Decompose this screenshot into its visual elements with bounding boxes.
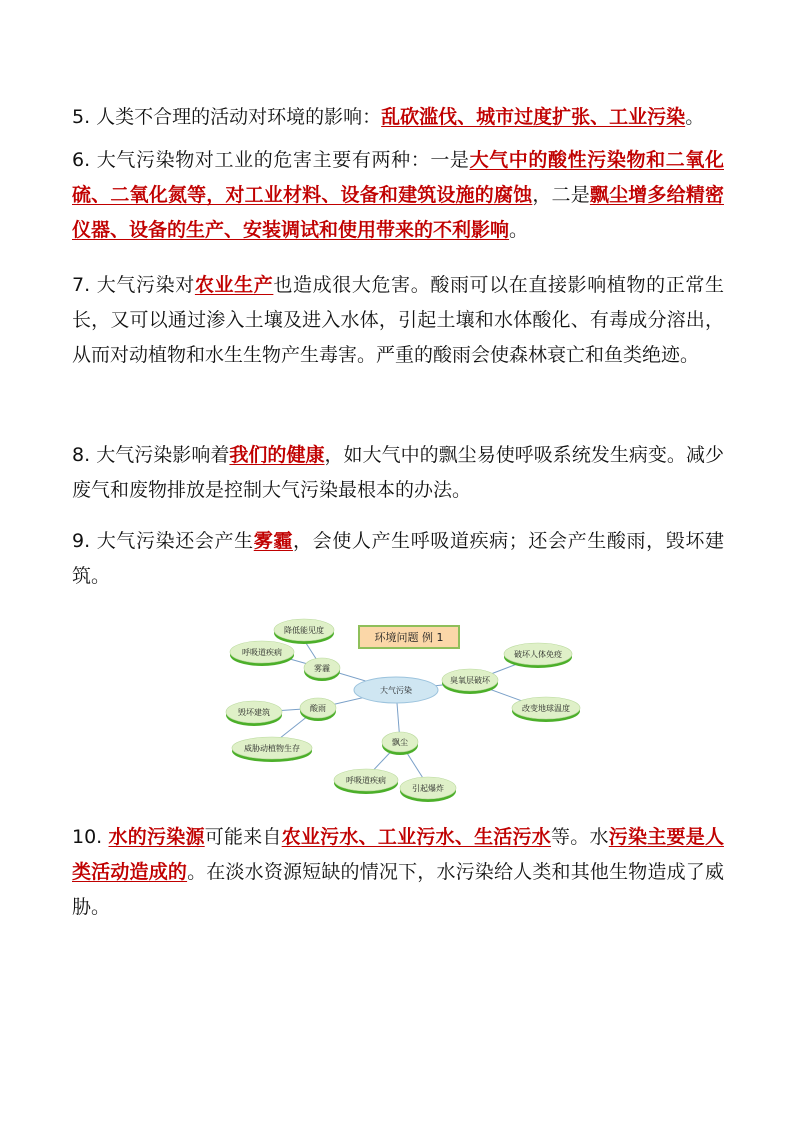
diagram-title-box (359, 626, 459, 648)
node-label: 威胁动植物生存 (244, 744, 300, 753)
node-label: 毁坏建筑 (238, 708, 270, 717)
body-text: 10. (72, 826, 109, 848)
body-text: ，会使人产生呼吸道疾病；还会产生酸雨，毁坏建筑。 (72, 530, 724, 587)
body-text: 6. 大气污染物对工业的危害主要有两种：一是 (72, 149, 470, 171)
body-text: 。在淡水资源短缺的情况下，水污染给人类和其他生物造成了威胁。 (72, 861, 724, 918)
node-pohuai (504, 643, 572, 668)
node-label: 雾霾 (314, 664, 330, 673)
body-text: 7. 大气污染对 (72, 274, 195, 296)
highlighted-text: 我们的健康 (229, 444, 325, 466)
highlighted-text: 雾霾 (253, 530, 293, 552)
highlighted-text: 乱砍滥伐、城市过度扩张、工业污染 (381, 106, 686, 128)
paragraph-7 (72, 268, 724, 373)
body-text: 。 (509, 219, 529, 241)
node-choyang (442, 669, 498, 694)
node-center-label: 大气污染 (380, 686, 412, 695)
paragraph-6 (72, 143, 724, 248)
node-label: 改变地球温度 (522, 704, 570, 713)
node-huihuai (226, 701, 282, 726)
node-label: 臭氧层破坏 (450, 676, 490, 685)
body-text: 等。水 (551, 826, 609, 848)
node-label: 引起爆炸 (412, 784, 444, 793)
node-gaibian (512, 697, 580, 722)
node-jiangdi (274, 619, 334, 644)
body-text: ，二是 (532, 184, 590, 206)
node-suanyu (300, 698, 336, 721)
highlighted-text: 农业生产 (194, 274, 274, 296)
node-wumai (304, 658, 340, 681)
air-pollution-concept-map (214, 606, 594, 806)
node-weihai (232, 737, 312, 762)
paragraph-9 (72, 524, 724, 594)
node-feichen (382, 732, 418, 755)
body-text: 可能来自 (204, 826, 282, 848)
node-label: 降低能见度 (284, 626, 324, 635)
node-label: 呼吸道疾病 (346, 776, 386, 785)
node-label: 酸雨 (310, 704, 326, 713)
highlighted-text: 污染主要是人类活动造成的 (72, 826, 724, 883)
node-yinqi (400, 777, 456, 802)
paragraph-10 (72, 820, 724, 925)
body-text: 5. 人类不合理的活动对环境的影响： (72, 106, 382, 128)
paragraph-8 (72, 438, 724, 508)
node-center (354, 677, 438, 703)
paragraph-5 (72, 100, 724, 135)
node-huxi1 (230, 641, 294, 666)
body-text: 9. 大气污染还会产生 (72, 530, 254, 552)
body-text: 8. 大气污染影响着 (72, 444, 230, 466)
body-text: ，如大气中的飘尘易使呼吸系统发生病变。减少废气和废物排放是控制大气污染最根本的办法。 (72, 444, 724, 501)
body-text: 也造成很大危害。酸雨可以在直接影响植物的正常生长，又可以通过渗入土壤及进入水体，引起土壤和水体酸化、有毒成分溶出，从而对动植物和水生生物产生毒害。严重的酸雨会使森林衰亡和鱼类绝迹。 (72, 274, 724, 366)
highlighted-text: 大气中的酸性污染物和二氧化硫、二氧化氮等，对工业材料、设备和建筑设施的腐蚀 (72, 149, 724, 206)
node-label: 飘尘 (392, 738, 408, 747)
highlighted-text: 飘尘增多给精密仪器、设备的生产、安装调试和使用带来的不利影响 (72, 184, 724, 241)
highlighted-text: 水的污染源 (108, 826, 205, 848)
body-text: 。 (685, 106, 705, 128)
node-huxi2 (334, 769, 398, 794)
node-label: 呼吸道疾病 (242, 648, 282, 657)
diagram-title: 环境问题 例 1 (374, 631, 444, 644)
highlighted-text: 农业污水、工业污水、生活污水 (281, 826, 552, 848)
node-label: 破坏人体免疫 (514, 650, 562, 659)
